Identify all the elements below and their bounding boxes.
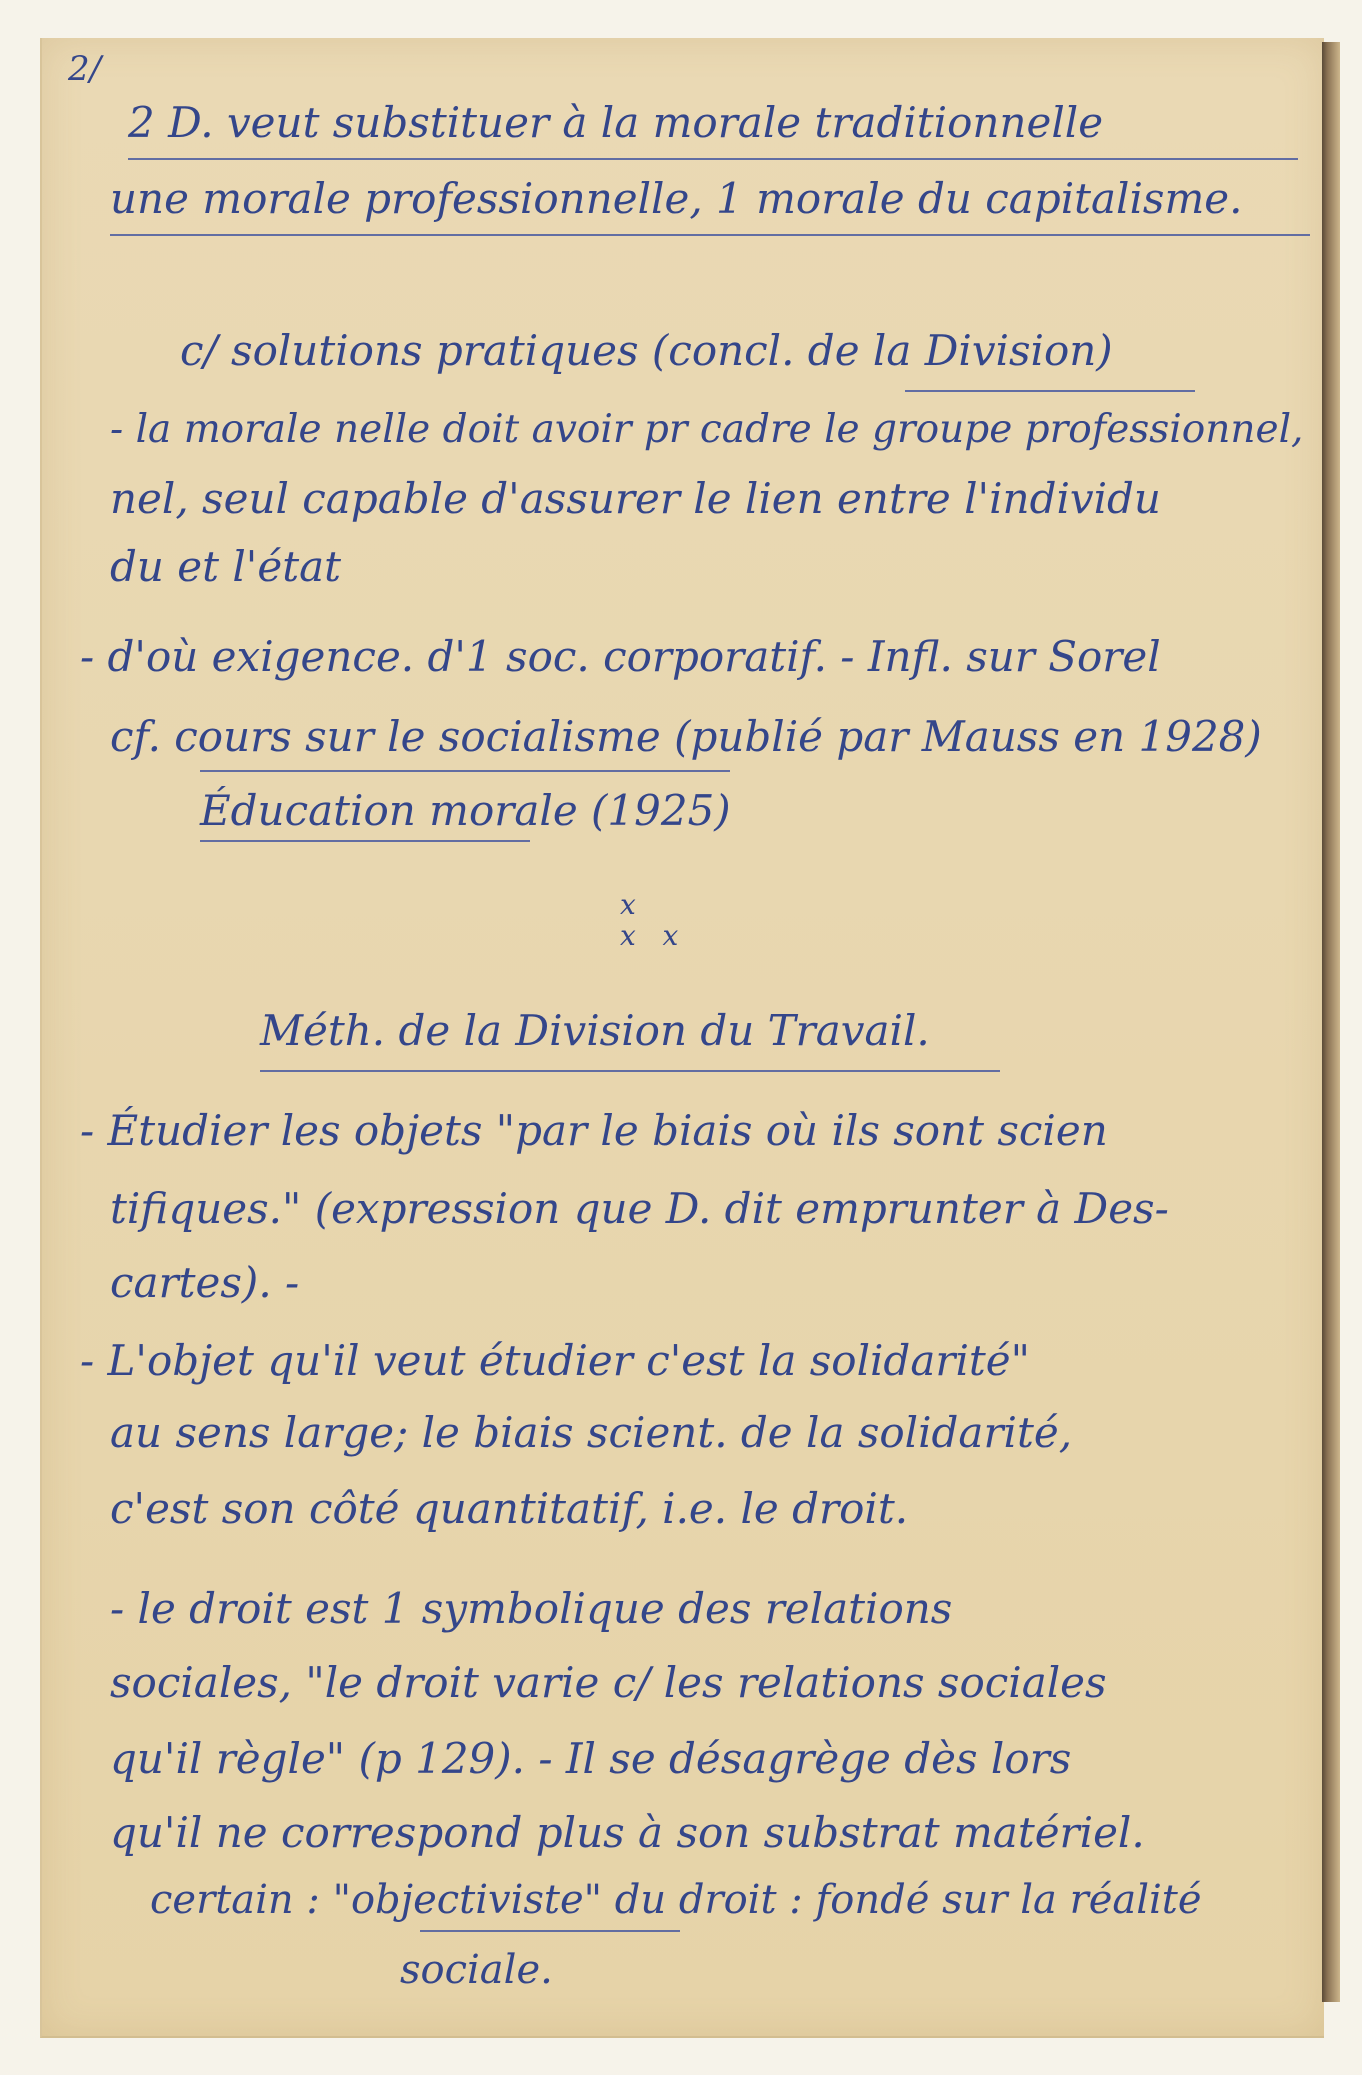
- line-19: qu'il règle" (p 129). - Il se désagrège dès lors: [110, 1734, 1072, 1783]
- line-14: - L'objet qu'il veut étudier c'est la solidarité": [80, 1336, 1030, 1385]
- line-1: 2 D. veut substituer à la morale traditionnelle: [128, 98, 1104, 147]
- section-heading: Méth. de la Division du Travail.: [260, 1006, 930, 1055]
- underline-8: [200, 770, 730, 772]
- underline-heading: [260, 1070, 1000, 1072]
- line-6: du et l'état: [110, 542, 341, 591]
- line-13: cartes). -: [110, 1258, 300, 1307]
- underline-9: [200, 840, 530, 842]
- underline-3: [905, 390, 1195, 392]
- line-20: qu'il ne correspond plus à son substrat matériel.: [110, 1808, 1145, 1857]
- line-12: tifiques." (expression que D. dit emprunter à Des-: [110, 1184, 1169, 1233]
- line-11: - Étudier les objets "par le biais où ils sont scien: [80, 1106, 1108, 1155]
- page-edge: [1322, 42, 1340, 2002]
- underline-21: [420, 1930, 680, 1932]
- line-7: - d'où exigence. d'1 soc. corporatif. - Infl. sur Sorel: [80, 632, 1161, 681]
- line-9: Éducation morale (1925): [200, 786, 731, 835]
- line-22: sociale.: [400, 1947, 553, 1993]
- line-2: une morale professionnelle, 1 morale du capitalisme.: [110, 174, 1243, 223]
- line-16: c'est son côté quantitatif, i.e. le droit.: [110, 1484, 909, 1533]
- line-5: nel, seul capable d'assurer le lien entre l'individu: [110, 474, 1161, 523]
- separator-stars: x x x: [620, 888, 679, 952]
- line-15: au sens large; le biais scient. de la solidarité,: [110, 1408, 1073, 1457]
- page-number: 2/: [68, 49, 102, 89]
- line-18: sociales, "le droit varie c/ les relations sociales: [110, 1658, 1107, 1707]
- line-3: c/ solutions pratiques (concl. de la Division): [180, 326, 1113, 375]
- underline-1: [128, 158, 1298, 160]
- line-21: certain : "objectiviste" du droit : fondé sur la réalité: [150, 1877, 1202, 1923]
- line-17: - le droit est 1 symbolique des relations: [110, 1584, 953, 1633]
- underline-2: [110, 234, 1310, 236]
- line-8: cf. cours sur le socialisme (publié par Mauss en 1928): [110, 712, 1262, 761]
- line-4: - la morale nelle doit avoir pr cadre le groupe professionnel,: [110, 407, 1304, 452]
